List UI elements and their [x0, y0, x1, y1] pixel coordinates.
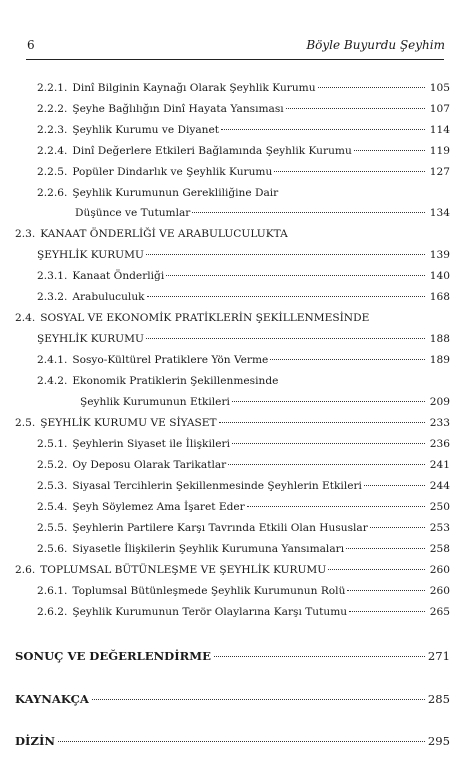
toc-entry-title: KANAAT ÖNDERLİĞİ VE ARABULUCULUKTA [40, 228, 288, 240]
toc-entry [37, 353, 450, 367]
toc-entry-title: Popüler Dindarlık ve Şeyhlik Kurumu [72, 166, 273, 178]
toc-entry-page: 244 [429, 480, 450, 492]
toc-entry-page: 127 [429, 166, 450, 178]
toc-entry-number: 2.3.2. [37, 291, 68, 303]
toc-entry-title: Şeyhlik Kurumunun Etkileri [80, 396, 230, 408]
toc-entry-title: Düşünce ve Tutumlar [75, 207, 191, 219]
toc-entry-page: 134 [429, 207, 450, 219]
dot-leader [232, 443, 425, 444]
toc-entry [37, 269, 450, 283]
toc-entry-number: 2.2.1. [37, 82, 68, 94]
toc-entry-page: 265 [429, 606, 450, 618]
dot-leader [286, 108, 425, 109]
toc-entry-number: 2.4. [15, 312, 36, 324]
toc-main-page: 271 [427, 649, 450, 663]
toc-entry [37, 458, 450, 472]
dot-leader [328, 569, 425, 570]
toc-entry [37, 290, 450, 304]
toc-entry-title: TOPLUMSAL BÜTÜNLEŞME VE ŞEYHLİK KURUMU [40, 564, 327, 576]
toc-entry-number: 2.2.3. [37, 124, 68, 136]
dot-leader [354, 150, 425, 151]
toc-section [15, 416, 450, 430]
toc-entry [37, 186, 450, 200]
dot-leader [232, 401, 425, 402]
toc-entry-number: 2.3. [15, 228, 36, 240]
toc-entry-page: 114 [429, 124, 450, 136]
toc-entry-page: 188 [429, 333, 450, 345]
toc-entry-title: Arabuluculuk [72, 291, 145, 303]
toc-main-title: SONUÇ VE DEĞERLENDİRME [15, 649, 211, 663]
toc-main-entry [15, 691, 450, 707]
toc-entry-title: Sosyo-Kültürel Pratiklere Yön Verme [72, 354, 269, 366]
dot-leader [370, 527, 425, 528]
dot-leader [318, 87, 425, 88]
toc-main-entry [15, 733, 450, 749]
toc-entry-page: 250 [429, 501, 450, 513]
toc-entry-title: Şeyhlerin Siyaset ile İlişkileri [72, 438, 230, 450]
toc-main-page: 285 [427, 692, 450, 706]
toc-entry-page: 107 [429, 103, 450, 115]
toc-entry-number: 2.5.5. [37, 522, 68, 534]
toc-entry-title: SOSYAL VE EKONOMİK PRATİKLERİN ŞEKİLLENMESİNDE [40, 312, 370, 324]
dot-leader [347, 590, 425, 591]
dot-leader [166, 275, 425, 276]
dot-leader [219, 422, 425, 423]
dot-leader [146, 338, 425, 339]
toc-section-continuation [37, 332, 450, 346]
toc-entry [37, 374, 450, 388]
dot-leader [364, 485, 425, 486]
toc-entry-continuation [80, 395, 450, 409]
dot-leader [146, 254, 425, 255]
dot-leader [274, 171, 425, 172]
toc-entry-title: Dinî Değerlere Etkileri Bağlamında Şeyhlik Kurumu [72, 145, 352, 157]
page-number: 6 [27, 38, 35, 52]
toc-section [15, 563, 450, 577]
toc-entry-continuation [75, 206, 450, 220]
toc-entry-title: Şeyhlik Kurumunun Gerekliliğine Dair [72, 187, 279, 199]
toc-entry-number: 2.6.1. [37, 585, 68, 597]
toc-entry-title: Şeyh Söylemez Ama İşaret Eder [72, 501, 245, 513]
toc-entry-number: 2.2.6. [37, 187, 68, 199]
toc-entry-page: 140 [429, 270, 450, 282]
toc-entry-number: 2.5.2. [37, 459, 68, 471]
toc-entry-page: 189 [429, 354, 450, 366]
toc-entry-page: 139 [429, 249, 450, 261]
running-header-title: Böyle Buyurdu Şeyhim [306, 38, 445, 52]
toc-entry-page: 236 [429, 438, 450, 450]
dot-leader [346, 548, 425, 549]
dot-leader [192, 212, 425, 213]
toc-entry-title: Toplumsal Bütünleşmede Şeyhlik Kurumunun Rolü [72, 585, 346, 597]
toc-entry-page: 253 [429, 522, 450, 534]
toc-entry-title: Siyasal Tercihlerin Şekillenmesinde Şeyhlerin Etkileri [72, 480, 362, 492]
toc-entry-number: 2.5.1. [37, 438, 68, 450]
toc-entry [37, 521, 450, 535]
toc-entry-number: 2.6.2. [37, 606, 68, 618]
toc-main-title: DİZİN [15, 734, 55, 748]
dot-leader [214, 656, 425, 657]
toc-entry-page: 209 [429, 396, 450, 408]
toc-entry-title: Şeyhlik Kurumu ve Diyanet [72, 124, 220, 136]
toc-entry-page: 258 [429, 543, 450, 555]
toc-entry-title: Şeyhlerin Partilere Karşı Tavrında Etkili Olan Hususlar [72, 522, 368, 534]
dot-leader [247, 506, 425, 507]
toc-entry [37, 437, 450, 451]
toc-entry-page: 168 [429, 291, 450, 303]
dot-leader [221, 129, 425, 130]
toc-entry-page: 233 [429, 417, 450, 429]
toc-section [15, 227, 450, 241]
dot-leader [228, 464, 425, 465]
dot-leader [92, 699, 425, 700]
toc-entry [37, 605, 450, 619]
toc-entry-page: 119 [429, 145, 450, 157]
toc-entry [37, 144, 450, 158]
toc-entry-title: Ekonomik Pratiklerin Şekillenmesinde [72, 375, 279, 387]
dot-leader [349, 611, 425, 612]
toc-entry-title: ŞEYHLİK KURUMU [37, 249, 144, 261]
toc-entry-title: Oy Deposu Olarak Tarikatlar [72, 459, 227, 471]
toc-entry-title: Siyasetle İlişkilerin Şeyhlik Kurumuna Yansımaları [72, 543, 345, 555]
toc-entry [37, 165, 450, 179]
toc-entry-number: 2.6. [15, 564, 36, 576]
toc-entry-title: ŞEYHLİK KURUMU VE SİYASET [40, 417, 217, 429]
toc-entry [37, 542, 450, 556]
toc-entry [37, 479, 450, 493]
toc-section-continuation [37, 248, 450, 262]
toc-entry [37, 81, 450, 95]
toc-main-page: 295 [427, 734, 450, 748]
toc-entry-number: 2.4.2. [37, 375, 68, 387]
toc-main-title: KAYNAKÇA [15, 692, 89, 706]
toc-section [15, 311, 450, 325]
toc-entry-page: 260 [429, 564, 450, 576]
toc-entry-number: 2.2.5. [37, 166, 68, 178]
toc-entry-title: Şeyhlik Kurumunun Terör Olaylarına Karşı Tutumu [72, 606, 348, 618]
toc-main-entry [15, 648, 450, 664]
toc-entry [37, 500, 450, 514]
toc-entry [37, 123, 450, 137]
toc-entry-title: Kanaat Önderliği [72, 270, 165, 282]
toc-entry-number: 2.5.4. [37, 501, 68, 513]
dot-leader [270, 359, 425, 360]
toc-entry-number: 2.5.3. [37, 480, 68, 492]
toc-entry-page: 105 [429, 82, 450, 94]
toc-entry-title: Şeyhe Bağlılığın Dinî Hayata Yansıması [72, 103, 284, 115]
toc-entry-number: 2.2.2. [37, 103, 68, 115]
toc-entry-title: Dinî Bilginin Kaynağı Olarak Şeyhlik Kurumu [72, 82, 316, 94]
toc-entry-page: 241 [429, 459, 450, 471]
toc-entry-number: 2.2.4. [37, 145, 68, 157]
dot-leader [58, 741, 425, 742]
toc-entry-page: 260 [429, 585, 450, 597]
toc-entry-number: 2.4.1. [37, 354, 68, 366]
toc-entry-number: 2.3.1. [37, 270, 68, 282]
toc-entry [37, 584, 450, 598]
dot-leader [147, 296, 425, 297]
toc-entry-title: ŞEYHLİK KURUMU [37, 333, 144, 345]
toc-entry-number: 2.5.6. [37, 543, 68, 555]
toc-entry [37, 102, 450, 116]
toc-entry-number: 2.5. [15, 417, 36, 429]
